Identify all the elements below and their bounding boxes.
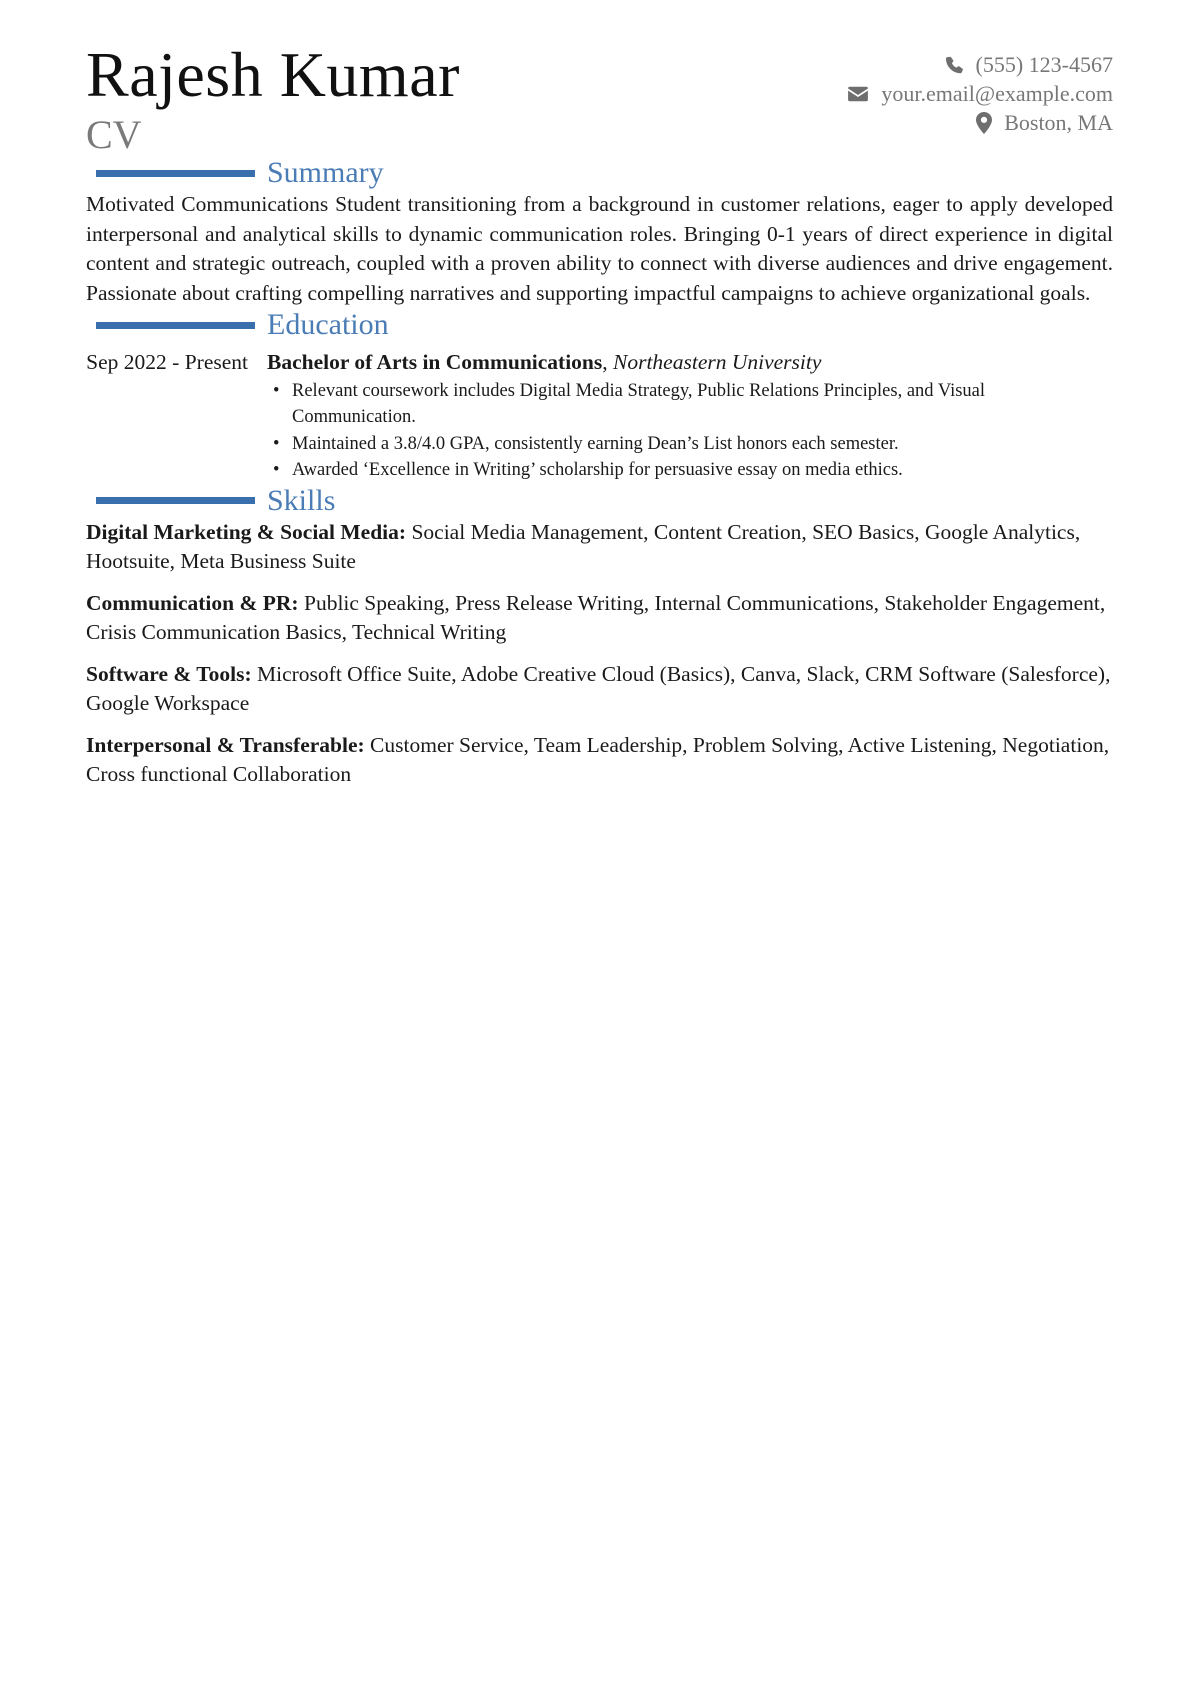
contact-location-row: [847, 108, 1113, 137]
resume-header: [86, 40, 1113, 156]
education-degree: Bachelor of Arts in Communications: [267, 350, 603, 374]
education-bullet-text: Maintained a 3.8/4.0 GPA, consistently earning Dean’s List honors each semester.: [292, 433, 899, 454]
contact-phone-row: [847, 50, 1113, 79]
contact-email[interactable]: your.email@example.com: [881, 81, 1113, 106]
bullet-icon: •: [273, 433, 280, 454]
map-marker-icon: [976, 112, 992, 134]
education-heading-label: Education: [267, 308, 389, 341]
education-section: [86, 308, 1113, 484]
education-date: Sep 2022 - Present: [86, 350, 248, 374]
skill-group: [86, 518, 1113, 577]
skill-category: Software & Tools:: [86, 661, 252, 686]
contact-location: Boston, MA: [1004, 110, 1113, 135]
education-bullet: [267, 431, 1113, 458]
envelope-icon: [847, 85, 869, 103]
resume-page: [86, 40, 1113, 802]
skill-category: Interpersonal & Transferable:: [86, 732, 365, 757]
education-bullet-text: Relevant coursework includes Digital Media Strategy, Public Relations Principles, and Visual Communication.: [292, 380, 986, 427]
education-bullet-text: Awarded ‘Excellence in Writing’ scholarship for persuasive essay on media ethics.: [292, 460, 903, 480]
document-type-label: CV: [86, 112, 142, 157]
skill-items: Customer Service, Team Leadership, Problem Solving, Active Listening, Negotiation, Cross functional Collaboration: [86, 732, 1110, 786]
bullet-icon: •: [273, 460, 280, 480]
skill-items: Public Speaking, Press Release Writing, Internal Communications, Stakeholder Engagement, Crisis Communication Basics, Technical Writing: [86, 590, 1106, 644]
contact-phone[interactable]: (555) 123-4567: [975, 52, 1113, 77]
education-details: [267, 348, 1113, 484]
education-title-separator: ,: [602, 350, 613, 374]
skills-heading: [86, 484, 1113, 518]
skill-items: Social Media Management, Content Creation, SEO Basics, Google Analytics, Hootsuite, Meta Business Suite: [86, 519, 1081, 573]
contact-email-row: [847, 79, 1113, 108]
bullet-icon: •: [273, 380, 280, 401]
education-heading: [86, 308, 1113, 342]
skill-group: [86, 731, 1113, 790]
summary-text: Motivated Communications Student transitioning from a background in customer relations, eager to apply developed interpersonal and analytical skills to dynamic communication roles. Bringing 0-1 years of direct experience in digital content and strategic outreach, coupled with a proven ability to connect with diverse audiences and drive engagement. Passionate about crafting compelling narratives and supporting impactful campaigns to achieve organizational goals.: [86, 192, 1113, 305]
skill-group: [86, 660, 1113, 719]
contact-block: [847, 50, 1113, 137]
skill-category: Communication & PR:: [86, 590, 299, 615]
education-bullet: [267, 378, 1113, 431]
education-entry: [86, 348, 1113, 484]
education-school: Northeastern University: [613, 350, 822, 374]
education-title: [267, 348, 1113, 378]
summary-section: [86, 156, 1113, 308]
summary-heading-label: Summary: [267, 156, 384, 189]
summary-heading: [86, 156, 1113, 190]
education-bullet-list: [267, 378, 1113, 484]
skill-items: Microsoft Office Suite, Adobe Creative Cloud (Basics), Canva, Slack, CRM Software (Salesforce), Google Workspace: [86, 661, 1111, 715]
education-bullet: [267, 457, 1113, 484]
skill-group: [86, 589, 1113, 648]
phone-icon: [944, 55, 964, 75]
skills-section: [86, 484, 1113, 790]
section-accent-bar: [96, 170, 255, 177]
section-accent-bar: [96, 497, 255, 504]
skills-heading-label: Skills: [267, 483, 336, 517]
candidate-name: Rajesh Kumar: [86, 39, 460, 110]
skill-category: Digital Marketing & Social Media:: [86, 519, 407, 544]
section-accent-bar: [96, 322, 255, 329]
